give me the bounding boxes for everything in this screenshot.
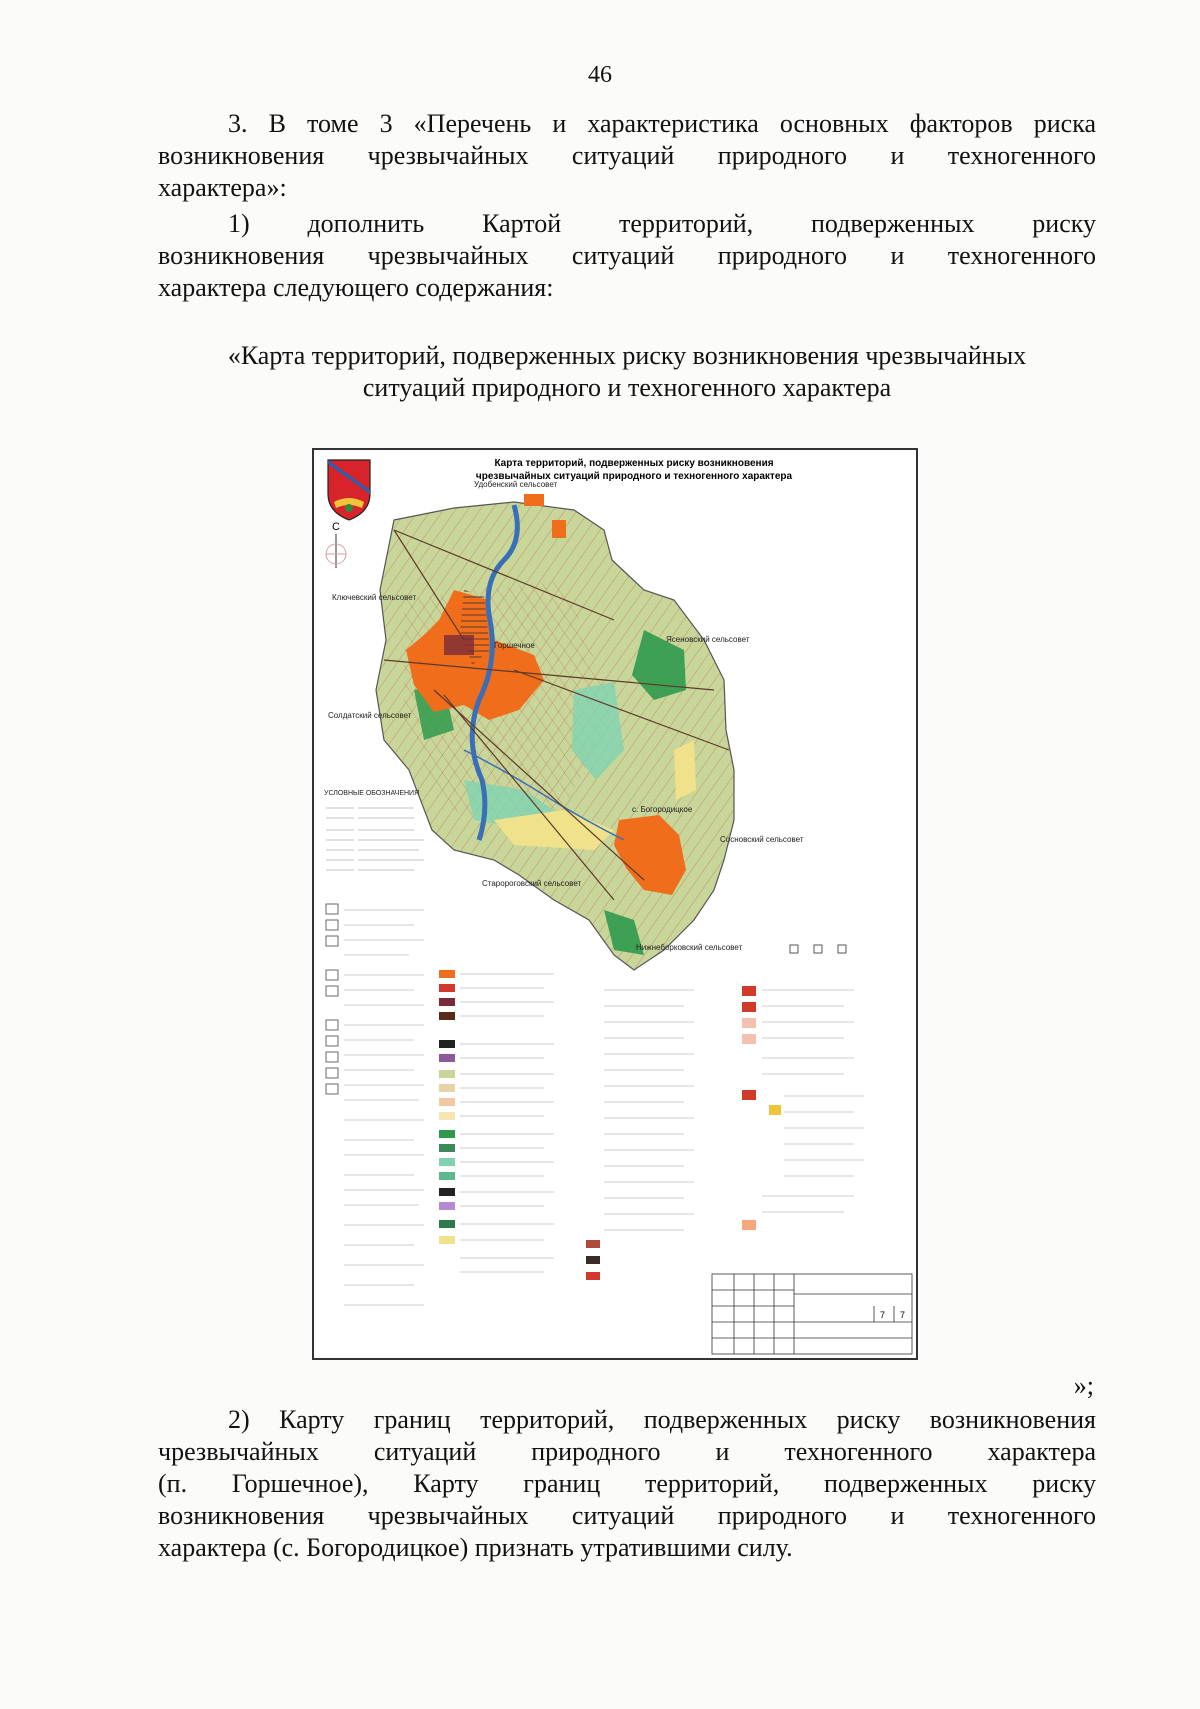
svg-text:Ясеновский сельсовет: Ясеновский сельсовет [666, 635, 750, 644]
text-line: возникновения чрезвычайных ситуаций природного и техногенного [158, 141, 1096, 170]
text-line: возникновения чрезвычайных ситуаций природного и техногенного [158, 1501, 1096, 1530]
settlement-small [552, 520, 566, 538]
map-heading-line: «Карта территорий, подверженных риску возникновения чрезвычайных [227, 341, 1027, 370]
coat-of-arms-icon [328, 460, 370, 520]
svg-text:Старороговский сельсовет: Старороговский сельсовет [482, 879, 582, 888]
title-block-sheet: 7 [900, 1310, 906, 1320]
svg-text:Горшечное: Горшечное [494, 641, 535, 650]
north-arrow-icon [326, 521, 346, 568]
text-line: характера (с. Богородицкое) признать утратившими силу. [158, 1533, 793, 1562]
map-figure [312, 448, 918, 1360]
text-line: возникновения чрезвычайных ситуаций природного и техногенного [158, 241, 1096, 270]
map-title: чрезвычайных ситуаций природного и техногенного характера [475, 471, 793, 482]
map-territory [376, 502, 734, 970]
page-number: 46 [588, 62, 612, 88]
legend-title: УСЛОВНЫЕ ОБОЗНАЧЕНИЯ [324, 790, 420, 797]
svg-text:Солдатский сельсовет: Солдатский сельсовет [328, 711, 412, 720]
svg-text:Удобенский сельсовет: Удобенский сельсовет [474, 480, 558, 489]
svg-text:Ключевский сельсовет: Ключевский сельсовет [332, 593, 417, 602]
item-2-paragraph [158, 1404, 1096, 1564]
text-line: характера следующего содержания: [158, 273, 554, 302]
svg-text:Нижнеборковский сельсовет: Нижнеборковский сельсовет [636, 943, 743, 952]
title-block-sheet: 7 [880, 1310, 886, 1320]
text-line: характера»: [158, 173, 287, 202]
text-line: (п. Горшечное), Карту границ территорий, подверженных риску [158, 1469, 1096, 1498]
text-line: 3. В томе 3 «Перечень и характеристика основных факторов риска [228, 109, 1096, 138]
svg-text:с. Богородицкое: с. Богородицкое [632, 805, 693, 814]
text-line: 1) дополнить Картой территорий, подверженных риску [228, 209, 1096, 238]
map-heading-line: ситуаций природного и техногенного характера [362, 373, 892, 402]
svg-text:Сосновский сельсовет: Сосновский сельсовет [720, 835, 804, 844]
inset-boxes [790, 945, 846, 953]
settlement-small [524, 494, 544, 506]
text-line: чрезвычайных ситуаций природного и техногенного характера [158, 1437, 1096, 1466]
closing-quote: »; [1073, 1371, 1094, 1400]
text-line: 2) Карту границ территорий, подверженных риску возникновения [228, 1405, 1096, 1434]
map-title: Карта территорий, подверженных риску возникновения [494, 458, 774, 469]
svg-text:С: С [332, 521, 340, 533]
map-heading [158, 340, 1096, 404]
item-3-paragraph [158, 108, 1096, 204]
subitem-1-paragraph [158, 208, 1096, 304]
